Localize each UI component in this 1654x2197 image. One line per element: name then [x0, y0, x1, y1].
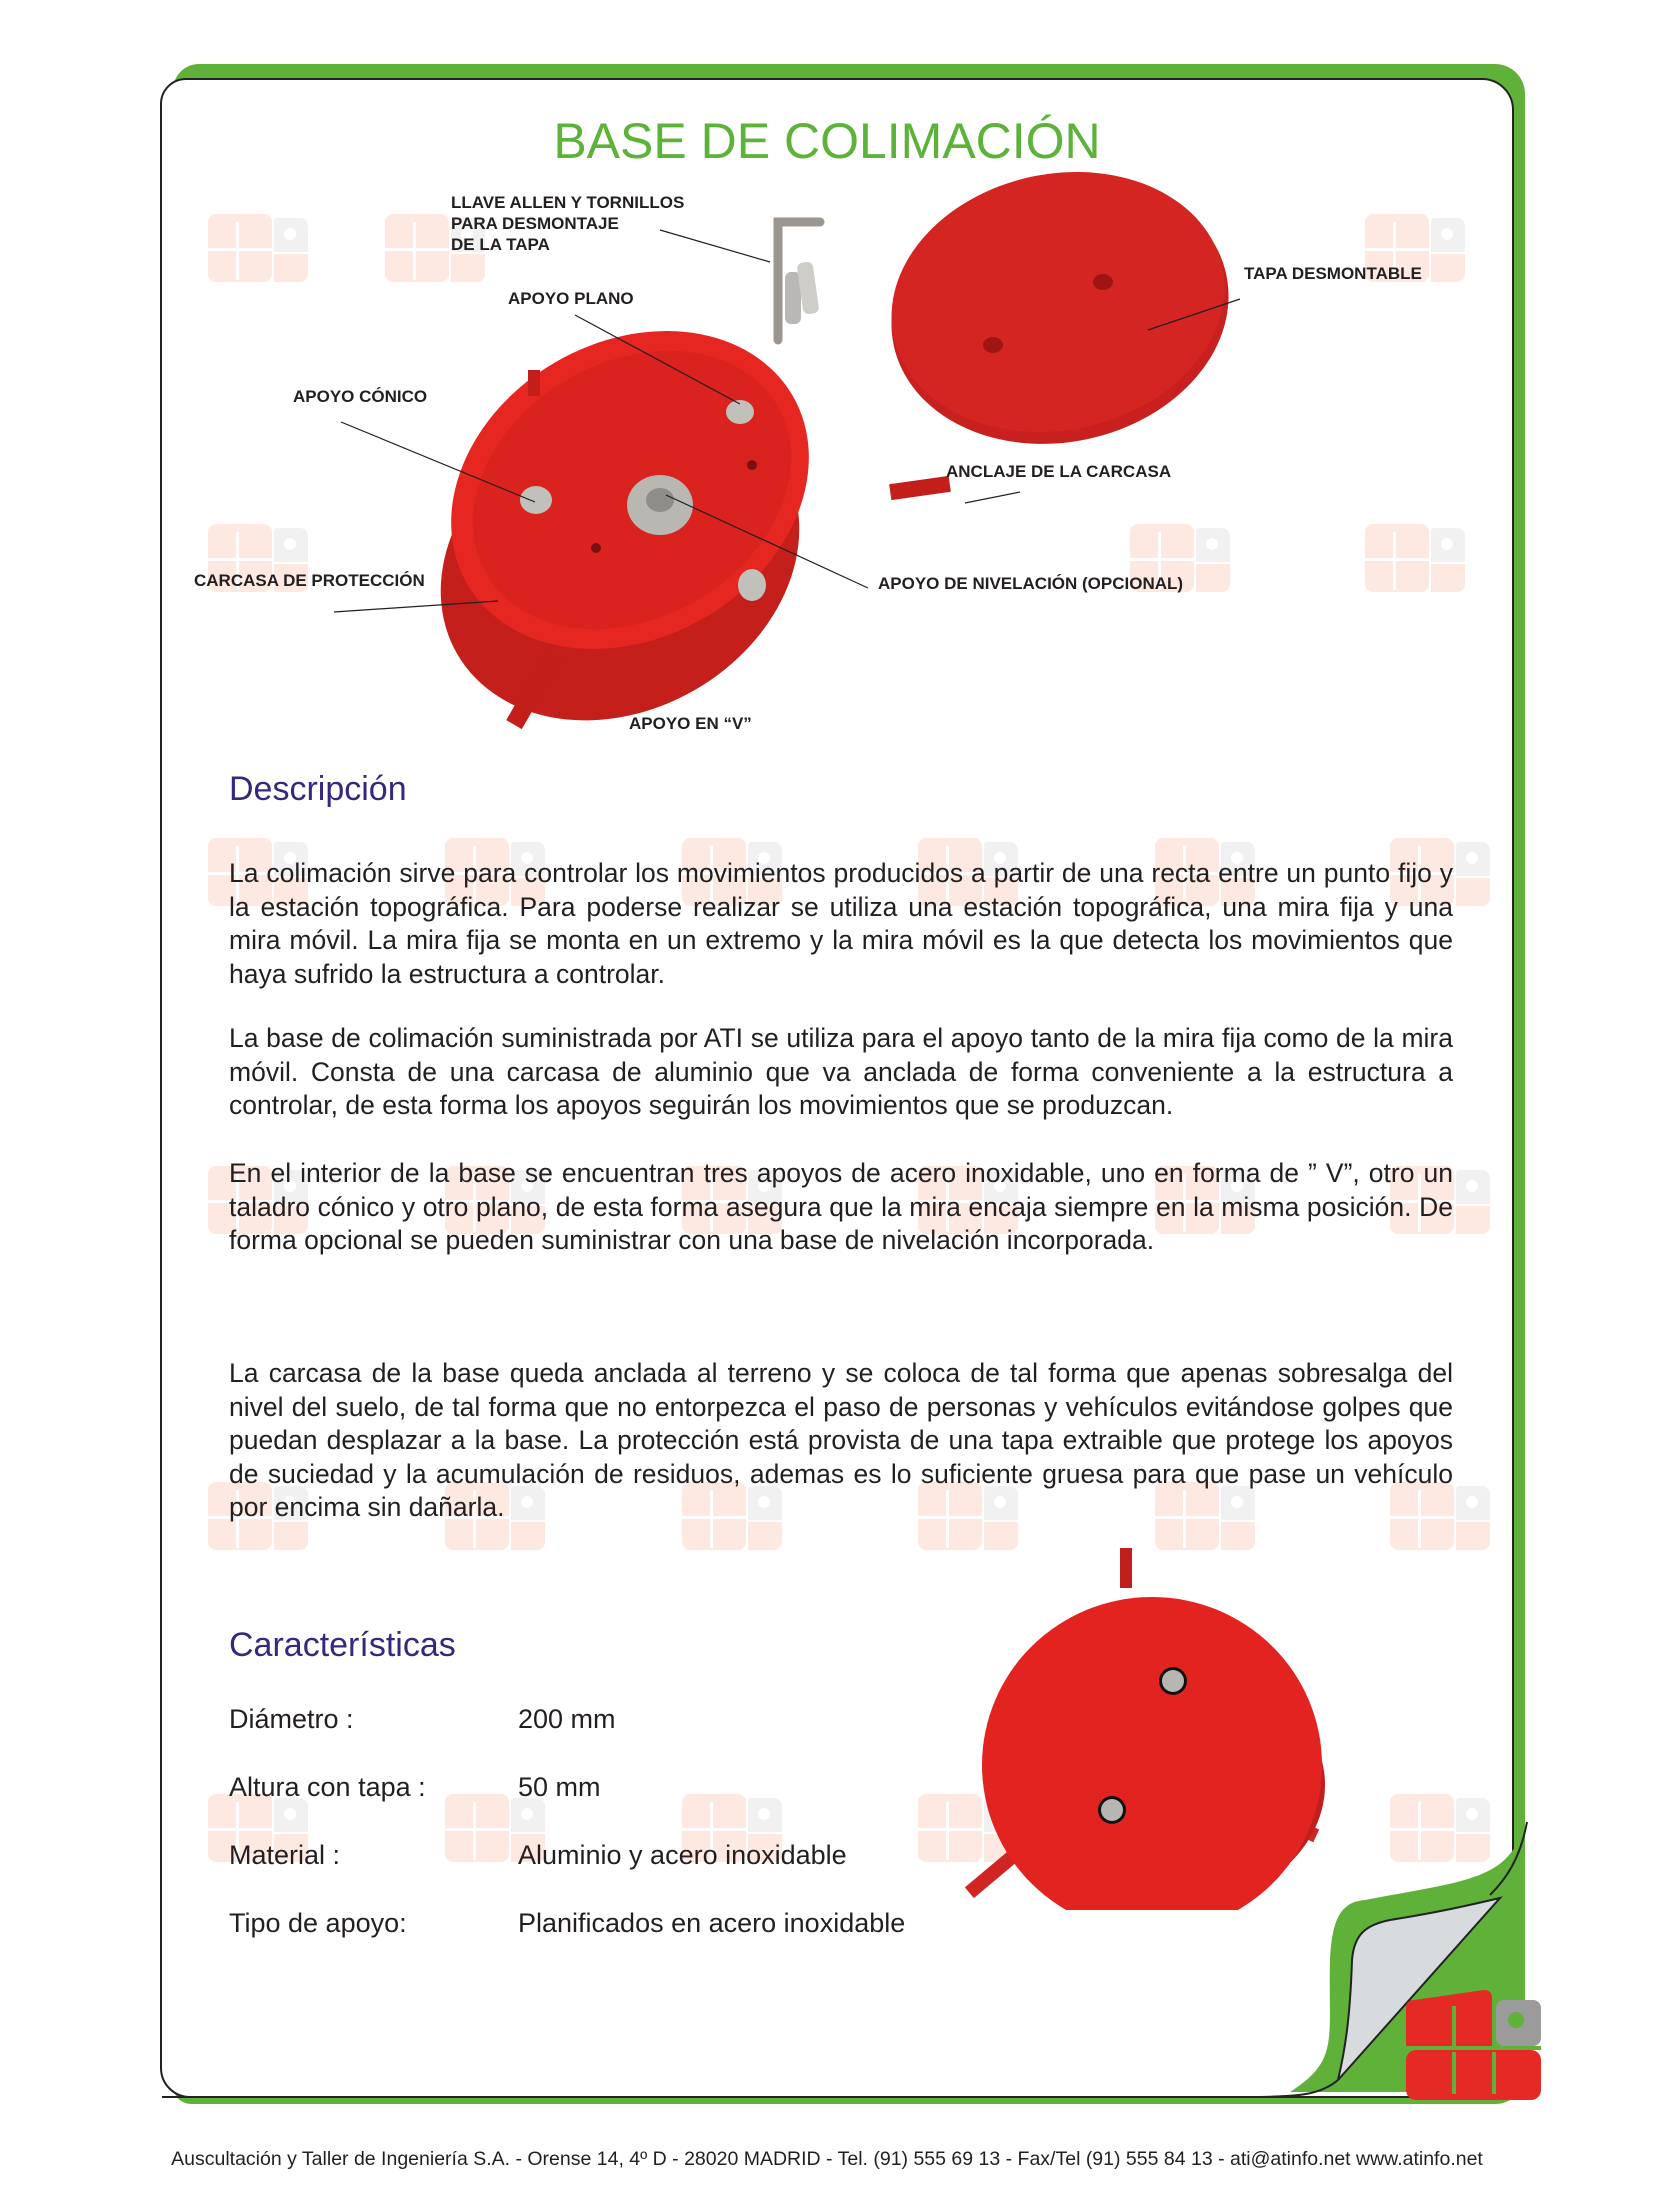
footer-contact: Auscultación y Taller de Ingeniería S.A. - Orense 14, 4º D - 28020 MADRID - Tel. (91) 555 69 13 - Fax/Tel (91) 555 84 13 - ati@atinfo.net www.atinfo.net — [171, 2148, 1483, 2170]
callout-apoyo-nivelacion: APOYO DE NIVELACIÓN (OPCIONAL) — [878, 574, 1184, 593]
callout-line: LLAVE ALLEN Y TORNILLOS — [451, 193, 685, 212]
callout-tapa-desmontable: TAPA DESMONTABLE — [1244, 264, 1422, 283]
spec-value-material: Aluminio y acero inoxidable — [518, 1840, 847, 1870]
spec-label-material: Material : — [229, 1840, 341, 1870]
callout-apoyo-v: APOYO EN “V” — [629, 714, 752, 733]
description-paragraph-4: La carcasa de la base queda anclada al terreno y se coloca de tal forma que apenas sobresalga del nivel del suelo, de tal forma que no entorpezca el paso de personas y vehículos evitándose golpes que puedan desplazar a la base. La protección está provista de una tapa extraible que protege los apoyos de suciedad y la acumulación de residuos, ademas es lo suficiente gruesa para que pase un vehículo por encima sin dañarla. — [229, 1358, 1453, 1522]
spec-label-altura: Altura con tapa : — [229, 1772, 426, 1802]
callout-apoyo-plano: APOYO PLANO — [508, 289, 634, 308]
description-paragraph-3: En el interior de la base se encuentran tres apoyos de acero inoxidable, uno en forma de ” V”, otro un taladro cónico y otro plano, de esta forma asegura que la mira encaja siempre en la misma posición. De forma opcional se pueden suministrar con una base de nivelación incorporada. — [229, 1158, 1453, 1255]
characteristics-heading: Características — [229, 1626, 456, 1664]
description-heading: Descripción — [229, 770, 407, 808]
spec-value-diametro: 200 mm — [518, 1704, 616, 1734]
callout-line: PARA DESMONTAJE — [451, 214, 619, 233]
spec-label-tipo-apoyo: Tipo de apoyo: — [229, 1908, 407, 1938]
product-photo-closed — [940, 1540, 1340, 1910]
product-photo-open — [0, 0, 1654, 780]
watermark-logo — [1390, 1790, 1490, 1862]
callout-carcasa-proteccion: CARCASA DE PROTECCIÓN — [194, 571, 425, 590]
page-title: BASE DE COLIMACIÓN — [553, 113, 1101, 169]
description-paragraph-1: La colimación sirve para controlar los movimientos producidos a partir de una recta entre un punto fijo y la estación topográfica. Para poderse realizar se utiliza una estación topográfica, una mira fija y una mira móvil. La mira fija se monta en un extremo y la mira móvil es la que detecta los movimientos que haya sufrido la estructura a controlar. — [229, 858, 1453, 989]
description-paragraph-2: La base de colimación suministrada por ATI se utiliza para el apoyo tanto de la mira fija como de la mira móvil. Consta de una carcasa de aluminio que va anclada de forma conveniente a la estructura a controlar, de esta forma los apoyos seguirán los movimientos que se produzcan. — [229, 1023, 1453, 1120]
spec-value-altura: 50 mm — [518, 1772, 601, 1802]
spec-label-diametro: Diámetro : — [229, 1704, 354, 1734]
callout-llave-allen — [451, 192, 684, 255]
callout-apoyo-conico: APOYO CÓNICO — [293, 387, 428, 406]
callout-anclaje-carcasa: ANCLAJE DE LA CARCASA — [946, 462, 1172, 481]
callout-line: DE LA TAPA — [451, 235, 550, 254]
ati-logo — [1396, 1990, 1541, 2100]
spec-value-tipo-apoyo: Planificados en acero inoxidable — [518, 1908, 906, 1938]
